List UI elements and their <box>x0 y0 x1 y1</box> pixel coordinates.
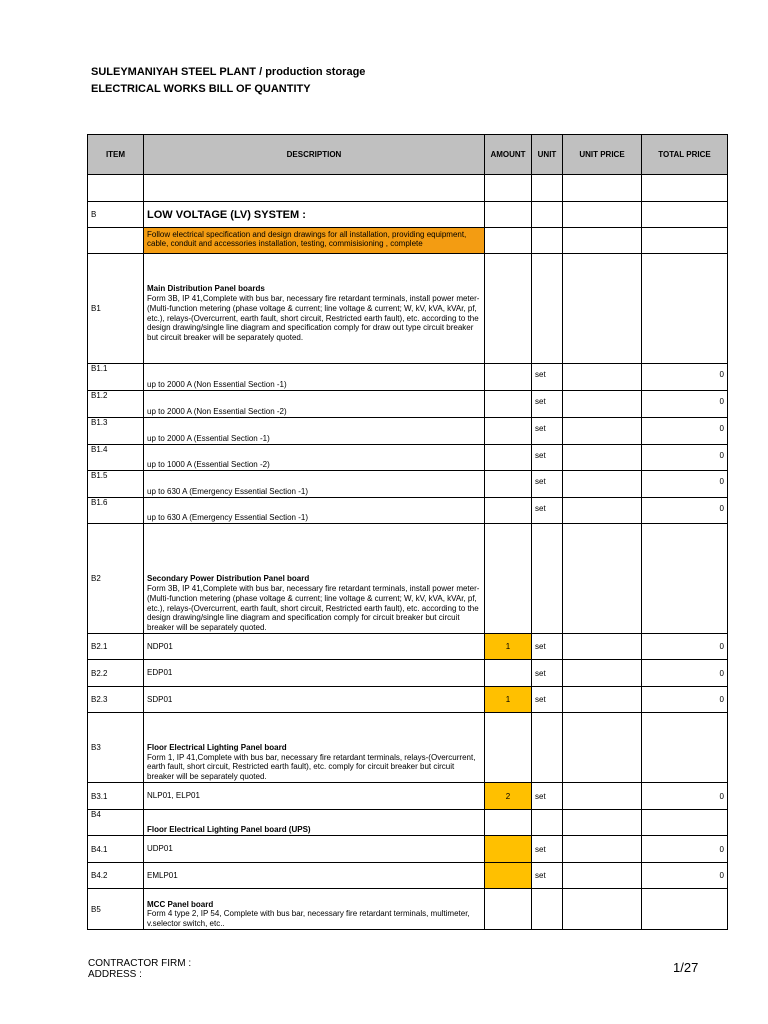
unit-cell: set <box>532 418 563 445</box>
cell <box>642 810 728 836</box>
contractor-firm-label: CONTRACTOR FIRM : <box>88 958 192 969</box>
total-price-cell: 0 <box>642 634 728 660</box>
total-price-cell: 0 <box>642 391 728 418</box>
group-body: Form 3B, IP 41,Complete with bus bar, necessary fire retardant terminals, install power meter- (Multi-function metering (phase voltage & current; line voltage & current; W, kV, kVA, kVAr, pf, etc.), relays-(Overcurrent, earth fault, short circuit, Restricted earth fault), etc. according to the design drawing/single line diagram and specification comply for draw out type circuit breaker but circuit breaker will be separately quoted. <box>147 294 480 343</box>
table-header-row <box>88 135 728 175</box>
contractor-block <box>88 958 191 980</box>
table-row <box>88 687 728 713</box>
cell <box>485 202 532 228</box>
empty-row <box>88 175 728 202</box>
table-row <box>88 418 728 445</box>
group-description <box>144 810 485 836</box>
table-row <box>88 498 728 524</box>
column-header-unit-price: UNIT PRICE <box>563 135 642 175</box>
group-description <box>144 254 485 364</box>
unit-cell: set <box>532 391 563 418</box>
item-description: up to 2000 A (Non Essential Section -1) <box>144 364 485 391</box>
cell <box>485 524 532 634</box>
amount-cell[interactable] <box>485 471 532 498</box>
item-code: B3 <box>88 713 144 783</box>
unit-price-cell[interactable] <box>563 783 642 810</box>
amount-cell[interactable] <box>485 863 532 889</box>
amount-cell[interactable] <box>485 498 532 524</box>
total-price-cell: 0 <box>642 364 728 391</box>
cell <box>485 254 532 364</box>
item-description: EMLP01 <box>144 863 485 889</box>
group-row-b2 <box>88 524 728 634</box>
item-description: up to 630 A (Emergency Essential Section -1) <box>144 498 485 524</box>
cell <box>144 175 485 202</box>
group-body: Form 1, IP 41,Complete with bus bar, necessary fire retardant terminals, relays-(Overcurrent, earth fault, short circuit, Restricted earth fault), etc. comply for circuit breaker but circuit breaker will be separately quoted. <box>147 752 476 782</box>
cell <box>563 889 642 930</box>
table-row <box>88 391 728 418</box>
cell <box>563 713 642 783</box>
amount-cell[interactable] <box>485 418 532 445</box>
cell <box>88 175 144 202</box>
cell <box>642 713 728 783</box>
specification-note: Follow electrical specification and design drawings for all installation, providing equipment, cable, conduit and accessories installation, testing, commisisioning , complete <box>144 228 485 254</box>
cell <box>642 228 728 254</box>
unit-price-cell[interactable] <box>563 418 642 445</box>
cell <box>88 228 144 254</box>
unit-price-cell[interactable] <box>563 364 642 391</box>
table-row <box>88 445 728 471</box>
item-code: B1.6 <box>88 498 144 524</box>
unit-cell: set <box>532 498 563 524</box>
cell <box>642 175 728 202</box>
column-header-total-price: TOTAL PRICE <box>642 135 728 175</box>
column-header-unit: UNIT <box>532 135 563 175</box>
cell <box>485 713 532 783</box>
item-code: B2.1 <box>88 634 144 660</box>
column-header-amount: AMOUNT <box>485 135 532 175</box>
page-number: 1/27 <box>673 960 699 975</box>
cell <box>532 810 563 836</box>
cell <box>642 889 728 930</box>
note-row <box>88 228 728 254</box>
group-title: Main Distribution Panel boards <box>147 284 265 294</box>
cell <box>532 175 563 202</box>
item-code: B1.5 <box>88 471 144 498</box>
item-code: B2 <box>88 524 144 634</box>
group-row-b3 <box>88 713 728 783</box>
group-body: Form 4 type 2, IP 54, Complete with bus bar, necessary fire retardant terminals, multimeter, v.selector switch, etc.. <box>147 909 470 929</box>
total-price-cell: 0 <box>642 783 728 810</box>
item-code: B4.2 <box>88 863 144 889</box>
section-row-b <box>88 202 728 228</box>
cell <box>642 202 728 228</box>
item-code: B4 <box>88 810 144 836</box>
unit-cell: set <box>532 660 563 687</box>
item-description: UDP01 <box>144 836 485 863</box>
table-row <box>88 660 728 687</box>
unit-cell: set <box>532 687 563 713</box>
unit-price-cell[interactable] <box>563 687 642 713</box>
cell <box>563 175 642 202</box>
unit-cell: set <box>532 445 563 471</box>
item-description: NDP01 <box>144 634 485 660</box>
amount-cell[interactable] <box>485 660 532 687</box>
section-title: LOW VOLTAGE (LV) SYSTEM : <box>144 202 485 228</box>
table-row <box>88 364 728 391</box>
amount-cell[interactable]: 2 <box>485 783 532 810</box>
group-title: MCC Panel board <box>147 899 214 909</box>
unit-cell: set <box>532 783 563 810</box>
amount-cell[interactable] <box>485 391 532 418</box>
cell <box>485 810 532 836</box>
item-code: B2.2 <box>88 660 144 687</box>
cell <box>532 524 563 634</box>
item-description: EDP01 <box>144 660 485 687</box>
item-description: SDP01 <box>144 687 485 713</box>
group-body: Form 3B, IP 41,Complete with bus bar, necessary fire retardant terminals, install power meter- (Multi-function metering (phase voltage & current; line voltage & current; W, kV, kVA, kVAr, pf, etc.), relays-(Overcurrent, earth fault, short circuit, Restricted earth fault), etc. according to the design drawing/single line diagram and specification comply for circuit breaker but circuit breaker will be separately quoted. <box>147 584 480 633</box>
cell <box>532 202 563 228</box>
item-code: B4.1 <box>88 836 144 863</box>
total-price-cell: 0 <box>642 498 728 524</box>
amount-cell[interactable]: 1 <box>485 687 532 713</box>
cell <box>485 175 532 202</box>
group-title: Floor Electrical Lighting Panel board <box>147 742 287 752</box>
cell <box>642 524 728 634</box>
amount-cell[interactable] <box>485 836 532 863</box>
item-description: up to 2000 A (Essential Section -1) <box>144 418 485 445</box>
group-description <box>144 524 485 634</box>
amount-cell[interactable] <box>485 445 532 471</box>
cell <box>563 254 642 364</box>
cell <box>485 228 532 254</box>
unit-cell: set <box>532 863 563 889</box>
group-title: Floor Electrical Lighting Panel board (UPS) <box>147 825 311 835</box>
group-row-b4 <box>88 810 728 836</box>
unit-price-cell[interactable] <box>563 863 642 889</box>
table-row <box>88 783 728 810</box>
unit-price-cell[interactable] <box>563 471 642 498</box>
unit-price-cell[interactable] <box>563 660 642 687</box>
amount-cell[interactable]: 1 <box>485 634 532 660</box>
document-title: ELECTRICAL WORKS BILL OF QUANTITY <box>91 83 311 95</box>
item-code: B1.3 <box>88 418 144 445</box>
cell <box>563 524 642 634</box>
total-price-cell: 0 <box>642 445 728 471</box>
total-price-cell: 0 <box>642 836 728 863</box>
cell <box>563 228 642 254</box>
unit-cell: set <box>532 634 563 660</box>
table-row <box>88 471 728 498</box>
total-price-cell: 0 <box>642 660 728 687</box>
unit-price-cell[interactable] <box>563 498 642 524</box>
column-header-item: ITEM <box>88 135 144 175</box>
cell <box>563 810 642 836</box>
unit-price-cell[interactable] <box>563 445 642 471</box>
item-code: B1.2 <box>88 391 144 418</box>
group-title: Secondary Power Distribution Panel board <box>147 574 310 584</box>
total-price-cell: 0 <box>642 418 728 445</box>
group-description <box>144 889 485 930</box>
item-code: B1 <box>88 254 144 364</box>
table-row <box>88 634 728 660</box>
table-row <box>88 836 728 863</box>
unit-price-cell[interactable] <box>563 836 642 863</box>
item-description: up to 1000 A (Essential Section -2) <box>144 445 485 471</box>
group-row-b1 <box>88 254 728 364</box>
cell <box>563 202 642 228</box>
project-title: SULEYMANIYAH STEEL PLANT / production storage <box>91 66 366 78</box>
document-header <box>91 64 365 98</box>
cell <box>532 713 563 783</box>
unit-cell: set <box>532 364 563 391</box>
item-code: B5 <box>88 889 144 930</box>
cell <box>485 889 532 930</box>
item-code: B2.3 <box>88 687 144 713</box>
address-label: ADDRESS : <box>88 969 142 980</box>
item-description: NLP01, ELP01 <box>144 783 485 810</box>
group-description <box>144 713 485 783</box>
cell <box>532 889 563 930</box>
item-code: B <box>88 202 144 228</box>
total-price-cell: 0 <box>642 471 728 498</box>
table-row <box>88 863 728 889</box>
item-code: B3.1 <box>88 783 144 810</box>
item-description: up to 630 A (Emergency Essential Section -1) <box>144 471 485 498</box>
bill-of-quantity-table <box>87 134 728 930</box>
cell <box>642 254 728 364</box>
item-description: up to 2000 A (Non Essential Section -2) <box>144 391 485 418</box>
unit-price-cell[interactable] <box>563 634 642 660</box>
total-price-cell: 0 <box>642 863 728 889</box>
unit-cell: set <box>532 471 563 498</box>
cell <box>532 254 563 364</box>
total-price-cell: 0 <box>642 687 728 713</box>
item-code: B1.1 <box>88 364 144 391</box>
unit-price-cell[interactable] <box>563 391 642 418</box>
item-code: B1.4 <box>88 445 144 471</box>
cell <box>532 228 563 254</box>
amount-cell[interactable] <box>485 364 532 391</box>
column-header-description: DESCRIPTION <box>144 135 485 175</box>
group-row-b5 <box>88 889 728 930</box>
unit-cell: set <box>532 836 563 863</box>
